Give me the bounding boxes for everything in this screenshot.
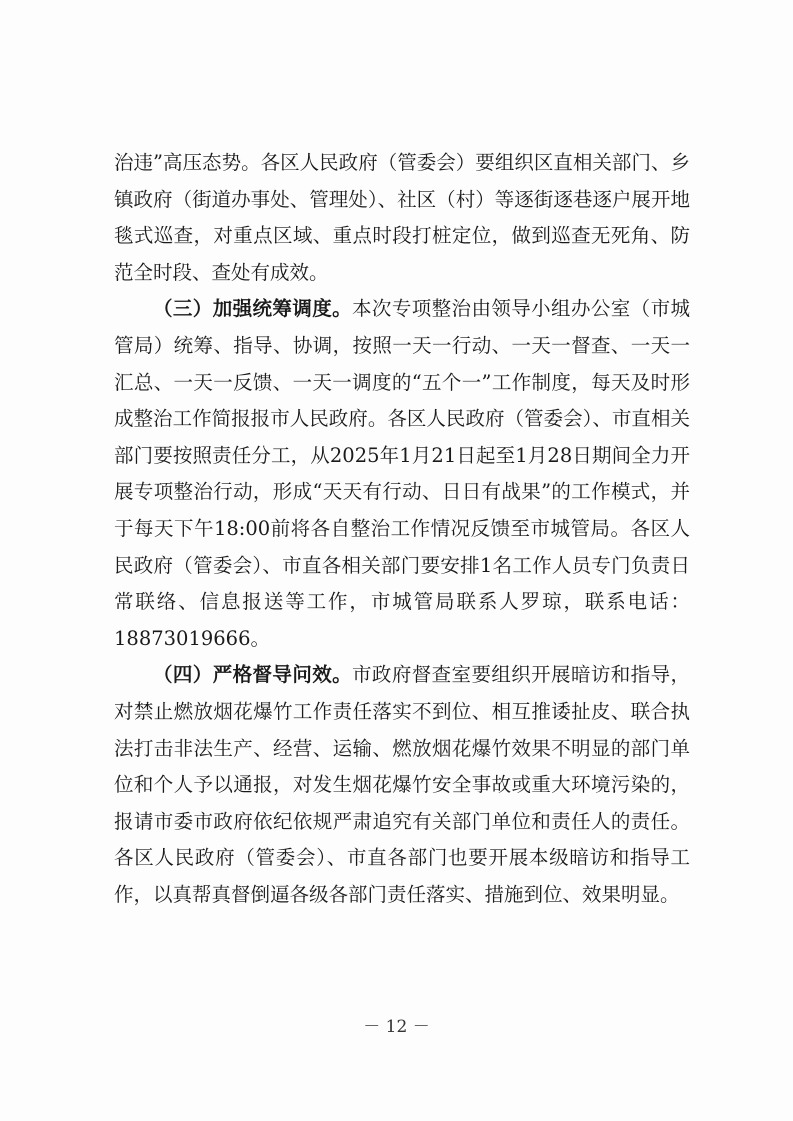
body-text bbox=[114, 145, 690, 913]
paragraph-text: 本次专项整治由领导小组办公室（市城管局）统筹、指导、协调，按照一天一行动、一天一督查、一天一汇总、一天一反馈、一天一调度的“五个一”工作制度，每天及时形成整治工作简报报市人民政府。各区人民政府（管委会）、市直相关部门要按照责任分工，从2025年1月21日起至1月28日期间全力开展专项整治行动，形成“天天有行动、日日有战果”的工作模式，并于每天下午18:00前将各自整治工作情况反馈至市城管局。各区人民政府（管委会）、市直各相关部门要安排1名工作人员专门负责日常联络、信息报送等工作，市城管局联系人罗琼，联系电话：18873019666。 bbox=[114, 297, 690, 650]
page-number: － 12 － bbox=[363, 1017, 430, 1037]
paragraph-text: 治违”高压态势。各区人民政府（管委会）要组织区直相关部门、乡镇政府（街道办事处、管理处）、社区（村）等逐街逐巷逐户展开地毯式巡查，对重点区域、重点时段打桩定位，做到巡查无死角、防范全时段、查处有成效。 bbox=[114, 151, 690, 284]
paragraph-section-4 bbox=[114, 657, 690, 913]
section-heading: （三）加强统筹调度。 bbox=[153, 297, 353, 321]
section-heading: （四）严格督导问效。 bbox=[153, 663, 353, 687]
paragraph-continuation bbox=[114, 145, 690, 291]
paragraph-text: 市政府督查室要组织开展暗访和指导，对禁止燃放烟花爆竹工作责任落实不到位、相互推诿扯皮、联合执法打击非法生产、经营、运输、燃放烟花爆竹效果不明显的部门单位和个人予以通报，对发生烟花爆竹安全事故或重大环境污染的，报请市委市政府依纪依规严肃追究有关部门单位和责任人的责任。各区人民政府（管委会）、市直各部门也要开展本级暗访和指导工作，以真帮真督倒逼各级各部门责任落实、措施到位、效果明显。 bbox=[114, 663, 690, 906]
paragraph-section-3 bbox=[114, 291, 690, 657]
